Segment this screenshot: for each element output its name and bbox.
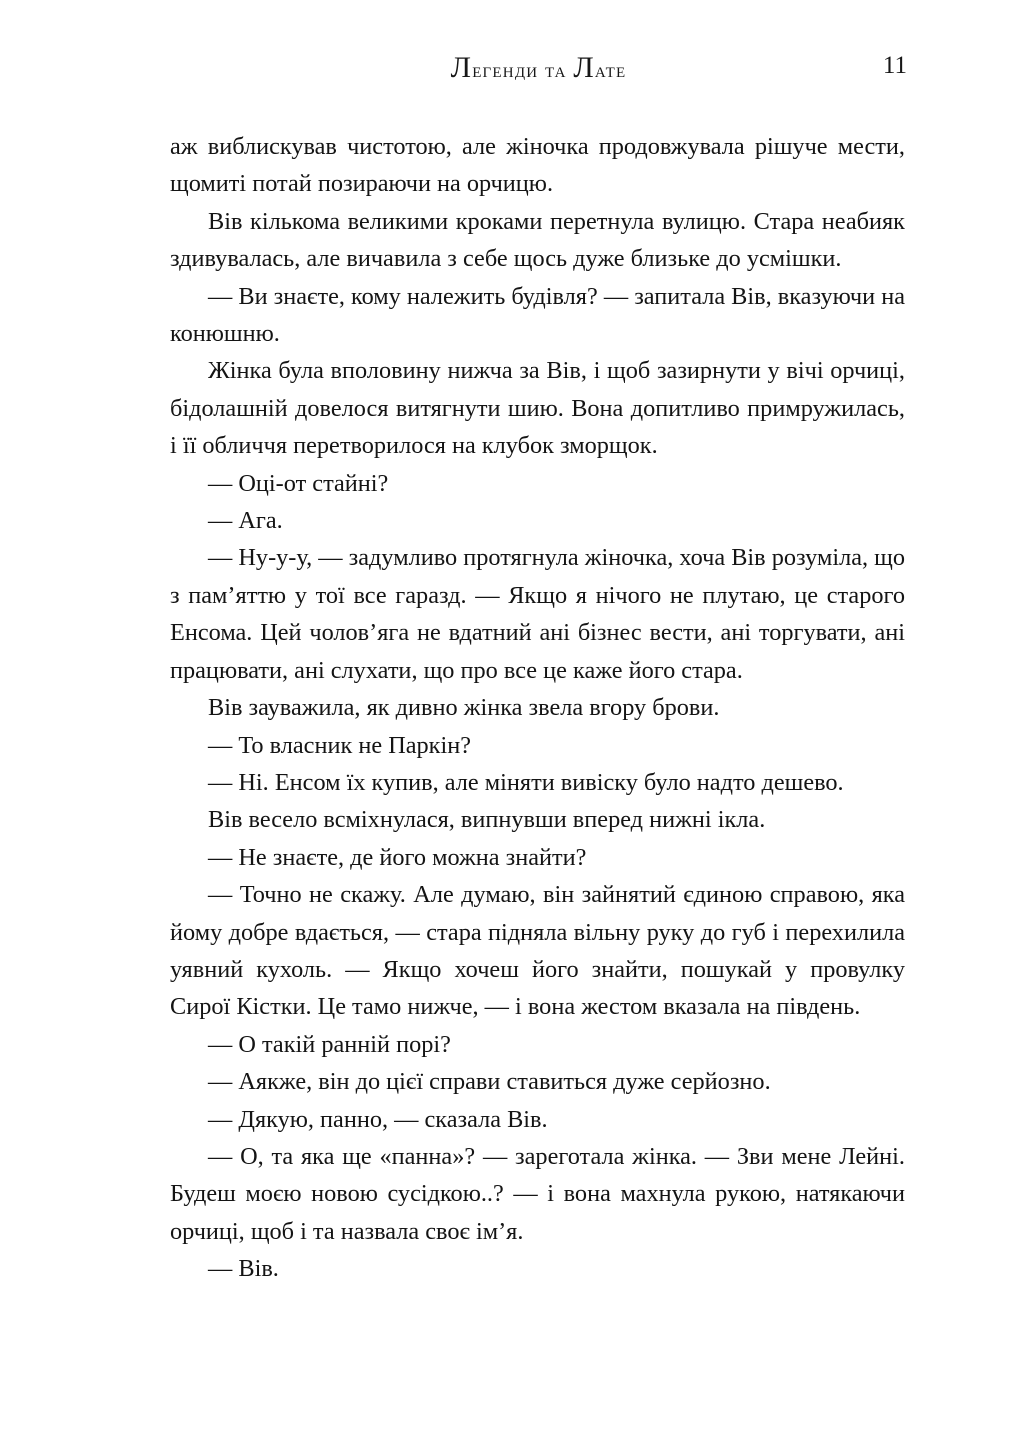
page-header <box>170 48 907 88</box>
paragraph: — Не знаєте, де його можна знайти? <box>208 843 587 871</box>
paragraph: аж виблискував чистотою, але жіночка продовжувала рішуче мести, щомиті потай позираючи на орчицю. <box>170 133 905 198</box>
paragraph: — Вів. <box>208 1255 279 1283</box>
paragraph: — Ви знаєте, кому належить будівля? — запитала Вів, вказуючи на конюшню. <box>170 282 905 348</box>
body-text <box>170 128 905 1288</box>
running-title-word2-rest: ате <box>594 57 627 82</box>
paragraph: — Ага. <box>208 507 283 535</box>
paragraph: Жінка була вполовину нижча за Вів, і щоб зазирнути у вічі орчиці, бідолашній довелося витягнути шию. Вона допитливо примружилась, і її обличчя перетворилося на клубок зморщок. <box>170 357 905 460</box>
paragraph: Вів кількома великими кроками перетнула вулицю. Стара неабияк здивувалась, але вичавила з себе щось дуже близьке до усмішки. <box>170 207 905 273</box>
paragraph: — Точно не скажу. Але думаю, він зайнятий єдиною справою, яка йому добре вдається, — стара підняла вільну руку до губ і перехилила уявний кухоль. — Якщо хочеш його знайти, пошукай у провулку Сирої Кістки. Це тамо нижче, — і вона жестом вказала на південь. <box>170 881 905 1021</box>
paragraph: — Дякую, панно, — сказала Вів. <box>208 1105 548 1133</box>
running-title-word1-initial: Л <box>450 51 473 84</box>
running-title-word2-initial: Л <box>573 51 595 84</box>
paragraph: Вів зауважила, як дивно жінка звела вгору брови. <box>208 694 720 722</box>
paragraph: — Оці-от стайні? <box>208 469 389 497</box>
paragraph: Вів весело всміхнулася, випнувши вперед нижні ікла. <box>208 806 766 834</box>
paragraph: — О, та яка ще «панна»? — зареготала жінка. — Зви мене Лейні. Будеш моєю новою сусідкою..? — і вона махнула рукою, натякаючи орчиці, щоб і та назвала своє ім’я. <box>170 1142 905 1245</box>
paragraph: — То власник не Паркін? <box>208 731 472 759</box>
paragraph: — Ну-у-у, — задумливо протягнула жіночка, хоча Вів розуміла, що з пам’яттю у тої все гаразд. — Якщо я нічого не плутаю, це старого Енсома. Цей чолов’яга не вдатний ані бізнес вести, ані торгувати, ані працювати, ані слухати, що про все це каже його стара. <box>170 544 905 684</box>
running-title-spacer1 <box>538 57 545 82</box>
running-title-conjunction: та <box>545 57 567 82</box>
running-title <box>451 51 627 85</box>
paragraph: — О такій ранній порі? <box>208 1030 451 1058</box>
running-title-word1-rest: егенди <box>472 57 539 82</box>
paragraph: — Аякже, він до цієї справи ставиться дуже серйозно. <box>208 1068 771 1096</box>
page-number: 11 <box>882 52 907 79</box>
paragraph: — Ні. Енсом їх купив, але міняти вивіску було надто дешево. <box>208 768 844 796</box>
